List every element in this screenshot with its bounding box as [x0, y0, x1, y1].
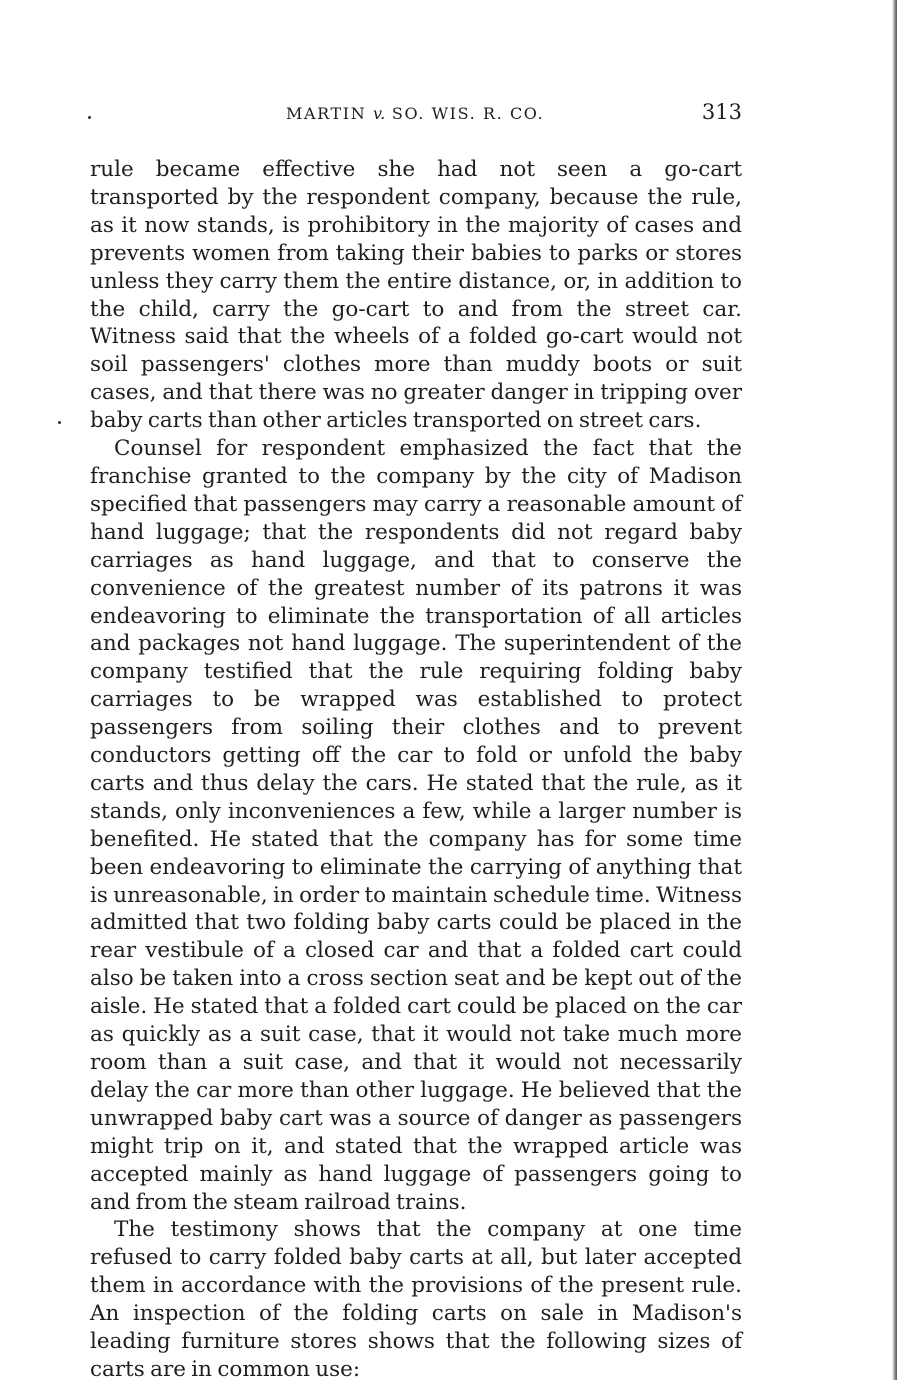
running-title [286, 104, 544, 123]
print-speck [58, 421, 61, 424]
running-title-party: MARTIN [286, 104, 367, 123]
paragraph-continued: rule became effective she had not seen a go-cart transported by the respondent company, because the rule, as it now stands, is prohibitory in the majority of cases and prevents women from taking their babies to parks or stores unless they carry them the entire distance, or, in addition to the child, carry the go-cart to and from the street car. Witness said that the wheels of a folded go-cart would not soil passengers' clothes more than muddy boots or suit cases, and that there was no greater danger in tripping over baby carts than other articles transported on street cars. [90, 157, 742, 434]
running-title-respondent: SO. WIS. R. CO. [391, 104, 545, 123]
running-title-versus: v. [372, 104, 386, 123]
page-edge [892, 0, 897, 1380]
body-text [90, 156, 742, 1384]
page-number: 313 [701, 100, 742, 124]
paragraph-counsel: Counsel for respondent emphasized the fact that the franchise granted to the company by the city of Madison specified that passengers may carry a reasonable amount of hand luggage; that the respondents did not regard baby carriages as hand luggage, and that to conserve the convenience of the greatest number of its patrons it was endeavoring to eliminate the transportation of all articles and packages not hand luggage. The superintendent of the company testified that the rule requiring folding baby carriages to be wrapped was established to protect passengers from soiling their clothes and to prevent conductors getting off the car to fold or unfold the baby carts and thus delay the cars. He stated that the rule, as it stands, only inconveniences a few, while a larger number is benefited. He stated that the company has for some time been endeavoring to eliminate the carrying of anything that is unreasonable, in order to maintain schedule time. Witness admitted that two folding baby carts could be placed in the rear vestibule of a closed car and that a folded cart could also be taken into a cross section seat and be kept out of the aisle. He stated that a folded cart could be placed on the car as quickly as a suit case, that it would not take much more room than a suit case, and that it would not necessarily delay the car more than other luggage. He believed that the unwrapped baby cart was a source of danger as passengers might trip on it, and stated that the wrapped article was accepted mainly as hand luggage of passengers going to and from the steam railroad trains. [90, 436, 742, 1215]
paragraph-testimony: The testimony shows that the company at one time refused to carry folded baby carts at all, but later accepted them in accordance with the provisions of the present rule. An inspection of the folding carts on sale in Madison's leading furniture stores shows that the following sizes of carts are in common use: [90, 1217, 742, 1382]
page-header [90, 100, 742, 130]
